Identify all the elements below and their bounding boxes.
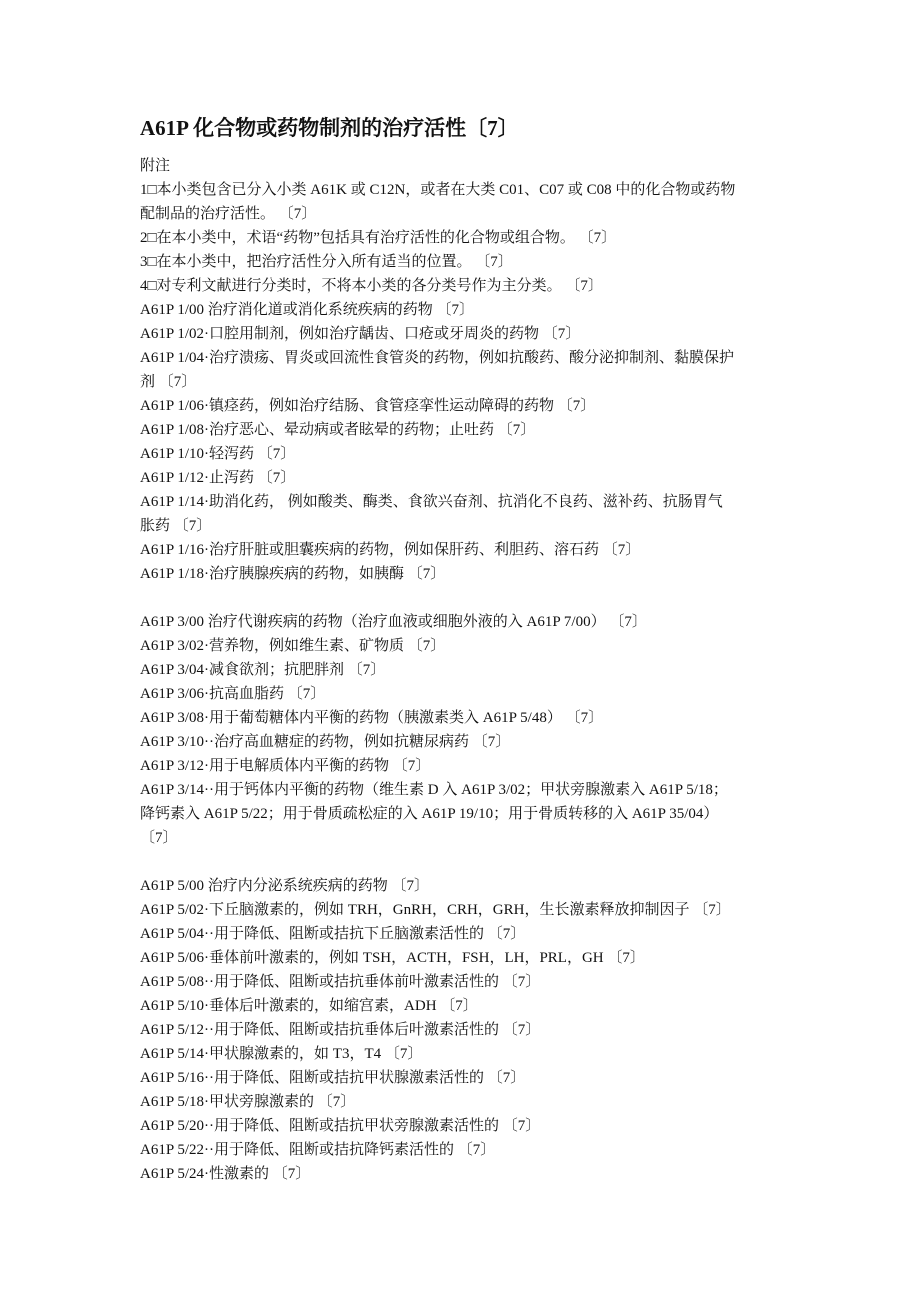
text-line: A61P 5/02·下丘脑激素的，例如 TRH，GnRH，CRH，GRH，生长激素释放抑制因子 〔7〕 [140,902,731,918]
text-line: 胀药 〔7〕 [140,518,212,534]
text-line: A61P 3/14··用于钙体内平衡的药物（维生素 D 入 A61P 3/02；甲状旁腺激素入 A61P 5/18； [140,782,728,798]
text-line: A61P 5/08··用于降低、阻断或拮抗垂体前叶激素活性的 〔7〕 [140,974,541,990]
text-line: A61P 5/04··用于降低、阻断或拮抗下丘脑激素活性的 〔7〕 [140,926,526,942]
text-line: A61P 5/00 治疗内分泌系统疾病的药物 〔7〕 [140,878,430,894]
text-line: 4□对专利文献进行分类时，不将本小类的各分类号作为主分类。 〔7〕 [140,278,603,294]
text-line: A61P 5/14·甲状腺激素的，如 T3，T4 〔7〕 [140,1046,423,1062]
text-line: A61P 1/02·口腔用制剂，例如治疗龋齿、口疮或牙周炎的药物 〔7〕 [140,326,581,342]
text-line: A61P 3/12·用于电解质体内平衡的药物 〔7〕 [140,758,431,774]
text-line: A61P 1/08·治疗恶心、晕动病或者眩晕的药物；止吐药 〔7〕 [140,422,536,438]
text-line: 〔7〕 [140,830,178,846]
text-line: A61P 1/14·助消化药， 例如酸类、酶类、食欲兴奋剂、抗消化不良药、滋补药、抗肠胃气 [140,494,723,510]
text-line: A61P 3/04·减食欲剂；抗肥胖剂 〔7〕 [140,662,386,678]
text-line: A61P 1/16·治疗肝脏或胆囊疾病的药物，例如保肝药、利胆药、溶石药 〔7〕 [140,542,641,558]
text-line: 3□在本小类中，把治疗活性分入所有适当的位置。 〔7〕 [140,254,513,270]
text-line: A61P 5/12··用于降低、阻断或拮抗垂体后叶激素活性的 〔7〕 [140,1022,541,1038]
text-line: A61P 5/06·垂体前叶激素的，例如 TSH，ACTH，FSH，LH，PRL，GH 〔7〕 [140,950,645,966]
text-line: A61P 3/10··治疗高血糖症的药物，例如抗糖尿病药 〔7〕 [140,734,511,750]
text-line: A61P 1/04·治疗溃疡、胃炎或回流性食管炎的药物，例如抗酸药、酸分泌抑制剂、黏膜保护 [140,350,735,366]
text-line: A61P 1/18·治疗胰腺疾病的药物，如胰酶 〔7〕 [140,566,446,582]
text-line: A61P 1/10·轻泻药 〔7〕 [140,446,296,462]
text-line: A61P 3/08·用于葡萄糖体内平衡的药物（胰激素类入 A61P 5/48） 〔7〕 [140,710,604,726]
text-line: A61P 3/02·营养物，例如维生素、矿物质 〔7〕 [140,638,446,654]
text-line: 配制品的治疗活性。 〔7〕 [140,206,317,222]
text-line: A61P 5/18·甲状旁腺激素的 〔7〕 [140,1094,356,1110]
text-line: A61P 1/00 治疗消化道或消化系统疾病的药物 〔7〕 [140,302,475,318]
text-line: A61P 5/20··用于降低、阻断或拮抗甲状旁腺激素活性的 〔7〕 [140,1118,541,1134]
blank-line [140,586,790,610]
text-line: 2□在本小类中，术语“药物”包括具有治疗活性的化合物或组合物。 〔7〕 [140,230,617,246]
text-line: A61P 3/00 治疗代谢疾病的药物（治疗血液或细胞外液的入 A61P 7/00） 〔7〕 [140,614,647,630]
text-line: 1□本小类包含已分入小类 A61K 或 C12N，或者在大类 C01、C07 或 C08 中的化合物或药物 [140,182,736,198]
blank-line [140,850,790,874]
text-line: A61P 5/22··用于降低、阻断或拮抗降钙素活性的 〔7〕 [140,1142,496,1158]
text-line: A61P 1/12·止泻药 〔7〕 [140,470,296,486]
page-title: A61P 化合物或药物制剂的治疗活性〔7〕 [140,116,519,140]
text-line: 降钙素入 A61P 5/22；用于骨质疏松症的入 A61P 19/10；用于骨质转移的入 A61P 35/04） [140,806,719,822]
document-body [140,154,790,1186]
notes-heading: 附注 [140,158,171,174]
text-line: A61P 5/16··用于降低、阻断或拮抗甲状腺激素活性的 〔7〕 [140,1070,526,1086]
text-line: A61P 5/10·垂体后叶激素的，如缩宫素，ADH 〔7〕 [140,998,478,1014]
text-line: A61P 3/06·抗高血脂药 〔7〕 [140,686,326,702]
text-line: 剂 〔7〕 [140,374,197,390]
text-line: A61P 1/06·镇痉药，例如治疗结肠、食管痉挛性运动障碍的药物 〔7〕 [140,398,596,414]
text-line: A61P 5/24·性激素的 〔7〕 [140,1166,311,1182]
